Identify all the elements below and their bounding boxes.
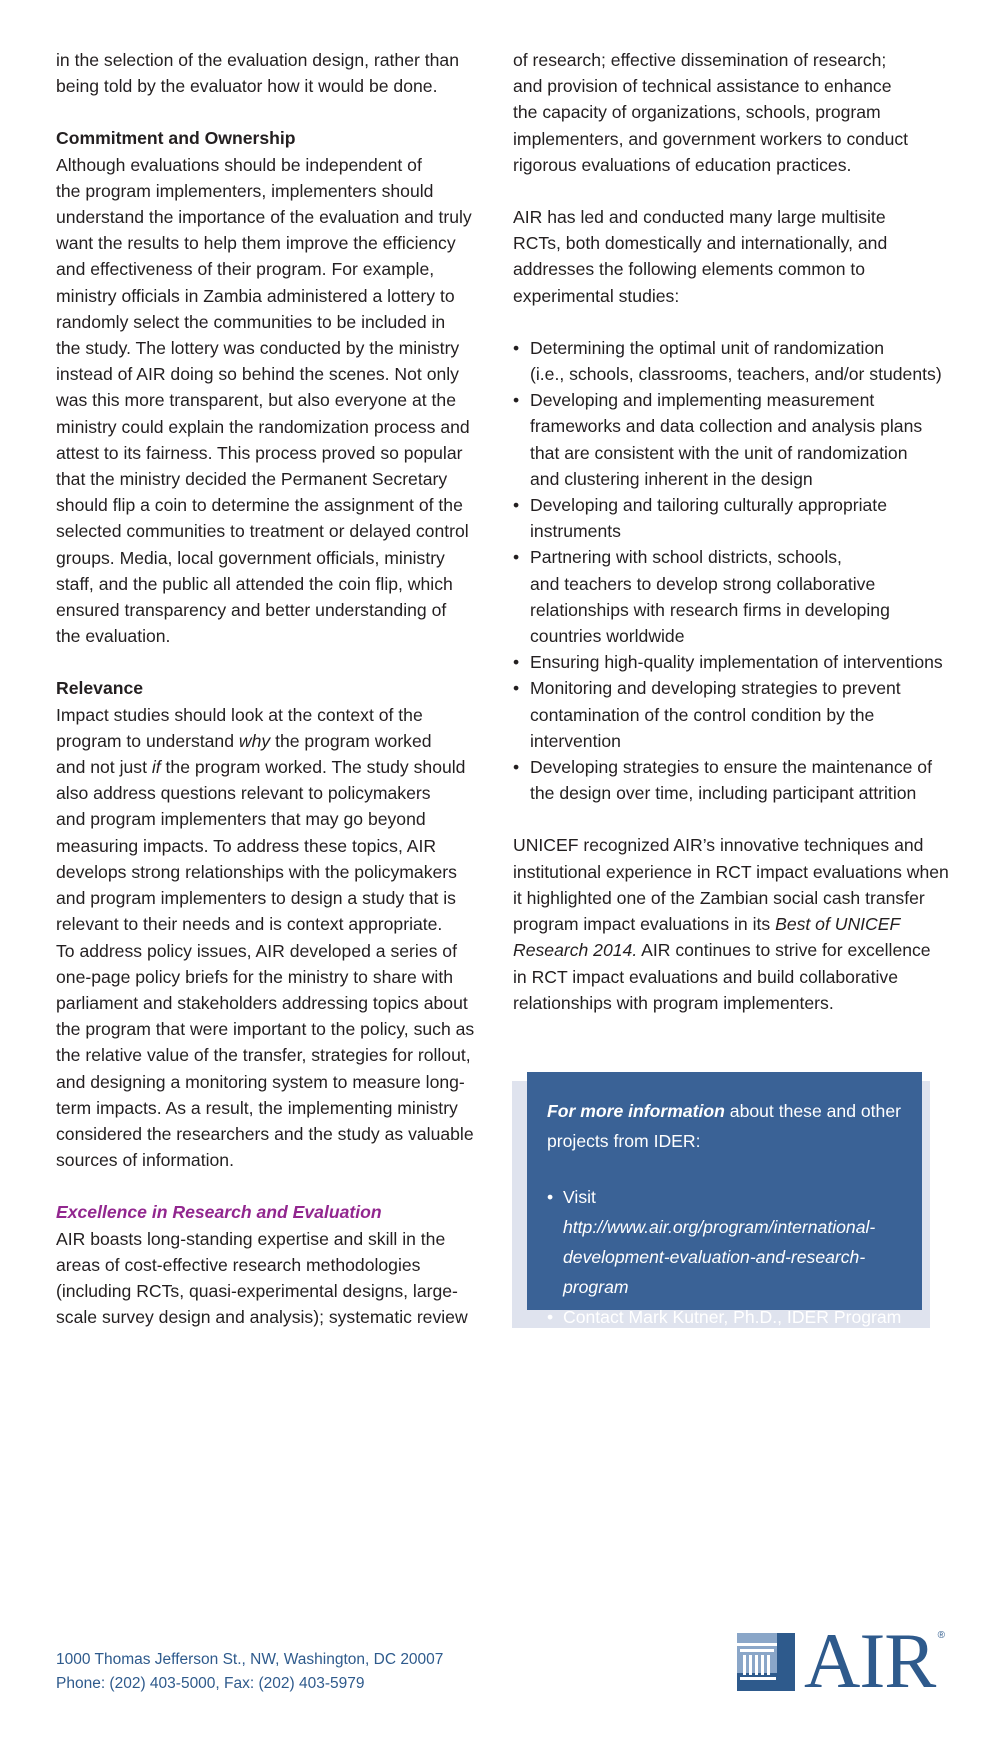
text-line: and designing a monitoring system to measure long- <box>56 1071 465 1092</box>
rct-intro-paragraph <box>513 204 953 309</box>
info-box-title <box>547 1096 904 1126</box>
relevance-paragraph <box>56 702 486 1174</box>
text-line: implementers, and government workers to conduct <box>513 128 909 149</box>
text-line: and teachers to develop strong collaborative <box>530 573 876 594</box>
text-line: • Ensuring high-quality implementation of interventions <box>530 652 943 673</box>
list-item <box>513 492 953 544</box>
text-line: Impact studies should look at the context of the <box>56 704 423 725</box>
text-line: instruments <box>530 521 621 542</box>
text-line: ministry could explain the randomization process and <box>56 416 470 437</box>
list-item <box>547 1182 904 1302</box>
text-line: being told by the evaluator how it would be done. <box>56 76 438 97</box>
unicef-paragraph <box>513 832 953 1015</box>
text-line: and provision of technical assistance to enhance <box>513 76 892 97</box>
text-line: and program implementers that may go beyond <box>56 809 426 830</box>
rct-elements-list <box>513 335 953 807</box>
text-line: groups. Media, local government officials, ministry <box>56 547 445 568</box>
text-line: in RCT impact evaluations and build collaborative <box>513 966 898 987</box>
emphasis: Best of UNICEF <box>775 914 901 935</box>
text-line: • Partnering with school districts, schools, <box>530 547 842 568</box>
excellence-paragraph <box>56 1226 486 1331</box>
list-item <box>513 675 953 754</box>
text-run: AIR continues to strive for excellence <box>637 940 931 961</box>
text-line: one-page policy briefs for the ministry to share with <box>56 966 454 987</box>
text-line: measuring impacts. To address these topics, AIR <box>56 835 437 856</box>
text-line: relationships with research firms in developing <box>530 599 890 620</box>
text-line: understand the importance of the evaluation and truly <box>56 207 472 228</box>
text-line: intervention <box>530 730 621 751</box>
text-line: • Contact Mark Kutner, Ph.D., IDER Program <box>563 1307 902 1327</box>
text-line: (i.e., schools, classrooms, teachers, and/or students) <box>530 364 942 385</box>
text-line: AIR boasts long-standing expertise and skill in the <box>56 1228 446 1249</box>
text-run: the program worked <box>270 730 432 751</box>
text-line: ministry officials in Zambia administered a lottery to <box>56 285 455 306</box>
text-line: the relative value of the transfer, strategies for rollout, <box>56 1045 471 1066</box>
text-line: staff, and the public all attended the coin flip, which <box>56 573 453 594</box>
footer-address: 1000 Thomas Jefferson St., NW, Washington, DC 20007 <box>56 1651 444 1668</box>
text-line: and program implementers to design a study that is <box>56 888 456 909</box>
text-line: relationships with program implementers. <box>513 992 834 1013</box>
text-line: • Developing strategies to ensure the maintenance of <box>530 757 932 778</box>
text-line: attest to its fairness. This process proved so popular <box>56 442 463 463</box>
text-line: also address questions relevant to policymakers <box>56 783 431 804</box>
text-line: instead of AIR doing so behind the scenes. Not only <box>56 364 459 385</box>
text-line: To address policy issues, AIR developed a series of <box>56 940 457 961</box>
text-line: institutional experience in RCT impact evaluations when <box>513 861 949 882</box>
text-line: sources of information. <box>56 1150 234 1171</box>
text-line <box>513 911 953 937</box>
text-line <box>513 937 953 963</box>
text-line: the program implementers, implementers should <box>56 180 434 201</box>
footer-phone-fax: Phone: (202) 403-5000, Fax: (202) 403-5979 <box>56 1675 365 1692</box>
text-run: program impact evaluations in its <box>513 914 776 935</box>
text-line: it highlighted one of the Zambian social cash transfer <box>513 887 925 908</box>
text-line: scale survey design and analysis); systematic review <box>56 1307 468 1328</box>
text-line: want the results to help them improve the efficiency <box>56 233 456 254</box>
text-line: • Developing and tailoring culturally appropriate <box>530 495 887 516</box>
text-line: • Developing and implementing measurement <box>530 390 875 411</box>
ider-link-continued[interactable]: development-evaluation-and-research-program <box>563 1247 866 1297</box>
text-line: relevant to their needs and is context appropriate. <box>56 914 443 935</box>
list-item <box>513 544 953 649</box>
text-line <box>56 728 486 754</box>
text-line: that are consistent with the unit of randomization <box>530 442 908 463</box>
text-line: addresses the following elements common to <box>513 259 866 280</box>
excellence-heading: Excellence in Research and Evaluation <box>56 1202 382 1223</box>
text-line: was this more transparent, but also everyone at the <box>56 390 456 411</box>
text-line: areas of cost-effective research methodologies <box>56 1254 421 1275</box>
text-line: AIR has led and conducted many large multisite <box>513 207 886 228</box>
list-item <box>513 754 953 806</box>
text-line: and effectiveness of their program. For example, <box>56 259 435 280</box>
text-line: considered the researchers and the study as valuable <box>56 1123 474 1144</box>
left-column <box>56 47 486 1330</box>
text-line <box>563 1182 904 1242</box>
text-line: of research; effective dissemination of research; <box>513 50 887 70</box>
columns-building-icon <box>737 1633 795 1691</box>
text-run: and not just <box>56 757 152 778</box>
text-line: contamination of the control condition by the <box>530 704 875 725</box>
email-link[interactable]: mkutner@air.org <box>633 1337 765 1357</box>
text-line: term impacts. As a result, the implementing ministry <box>56 1097 458 1118</box>
text-line: the study. The lottery was conducted by the ministry <box>56 338 460 359</box>
text-run: Director, <box>563 1337 634 1357</box>
text-line: should flip a coin to determine the assignment of the <box>56 495 463 516</box>
list-item <box>547 1302 904 1362</box>
right-column <box>513 47 953 1016</box>
text-line: and clustering inherent in the design <box>530 468 813 489</box>
text-run: about these and other <box>724 1101 901 1121</box>
emphasis: why <box>238 730 271 751</box>
text-line: rigorous evaluations of education practices. <box>513 154 852 175</box>
text-line: UNICEF recognized AIR’s innovative techniques and <box>513 835 924 856</box>
emphasis: Research 2014. <box>513 940 638 961</box>
list-item <box>513 335 953 387</box>
text-line: • Determining the optimal unit of randomization <box>530 337 885 358</box>
text-line: the design over time, including participant attrition <box>530 783 917 804</box>
text-line: the evaluation. <box>56 626 171 647</box>
text-line: RCTs, both domestically and internationally, and <box>513 233 888 254</box>
text-line: experimental studies: <box>513 285 680 306</box>
text-line: the program that were important to the policy, such as <box>56 1019 475 1040</box>
text-run: the program worked. The study should <box>160 757 466 778</box>
text-line: the capacity of organizations, schools, program <box>513 102 881 123</box>
text-line <box>563 1332 904 1362</box>
footer <box>56 1648 443 1696</box>
commitment-heading: Commitment and Ownership <box>56 128 296 149</box>
emphasis: if <box>151 757 161 778</box>
air-logo <box>737 1617 945 1704</box>
text-line: • Monitoring and developing strategies to prevent <box>530 678 901 699</box>
list-item <box>513 387 953 492</box>
ider-link[interactable]: http://www.air.org/program/international- <box>563 1217 876 1237</box>
continued-paragraph <box>513 47 953 178</box>
text-line: frameworks and data collection and analysis plans <box>530 416 923 437</box>
text-line <box>563 1242 904 1302</box>
text-line: develops strong relationships with the policymakers <box>56 861 457 882</box>
text-line: randomly select the communities to be included in <box>56 311 446 332</box>
text-line: in the selection of the evaluation design, rather than <box>56 50 459 70</box>
text-line: selected communities to treatment or delayed control <box>56 521 469 542</box>
text-line: parliament and stakeholders addressing topics about <box>56 992 468 1013</box>
text-line: countries worldwide <box>530 626 685 647</box>
text-line: that the ministry decided the Permanent Secretary <box>56 469 448 490</box>
commitment-paragraph <box>56 152 486 650</box>
text-line: (including RCTs, quasi-experimental designs, large- <box>56 1280 458 1301</box>
text-line: Although evaluations should be independent of <box>56 154 422 175</box>
relevance-heading: Relevance <box>56 678 144 699</box>
logo-wordmark: AIR <box>804 1617 936 1704</box>
text-line <box>56 754 486 780</box>
text-line: projects from IDER: <box>547 1131 701 1151</box>
info-box <box>527 1072 922 1357</box>
info-box-list <box>547 1182 904 1362</box>
text-run: program to understand <box>56 730 239 751</box>
text-run: Visit <box>563 1187 596 1207</box>
emphasis: For more information <box>547 1101 725 1121</box>
text-line: ensured transparency and better understanding of <box>56 600 447 621</box>
registered-mark: ® <box>937 1630 945 1641</box>
list-item <box>513 649 953 675</box>
intro-paragraph <box>56 47 486 99</box>
